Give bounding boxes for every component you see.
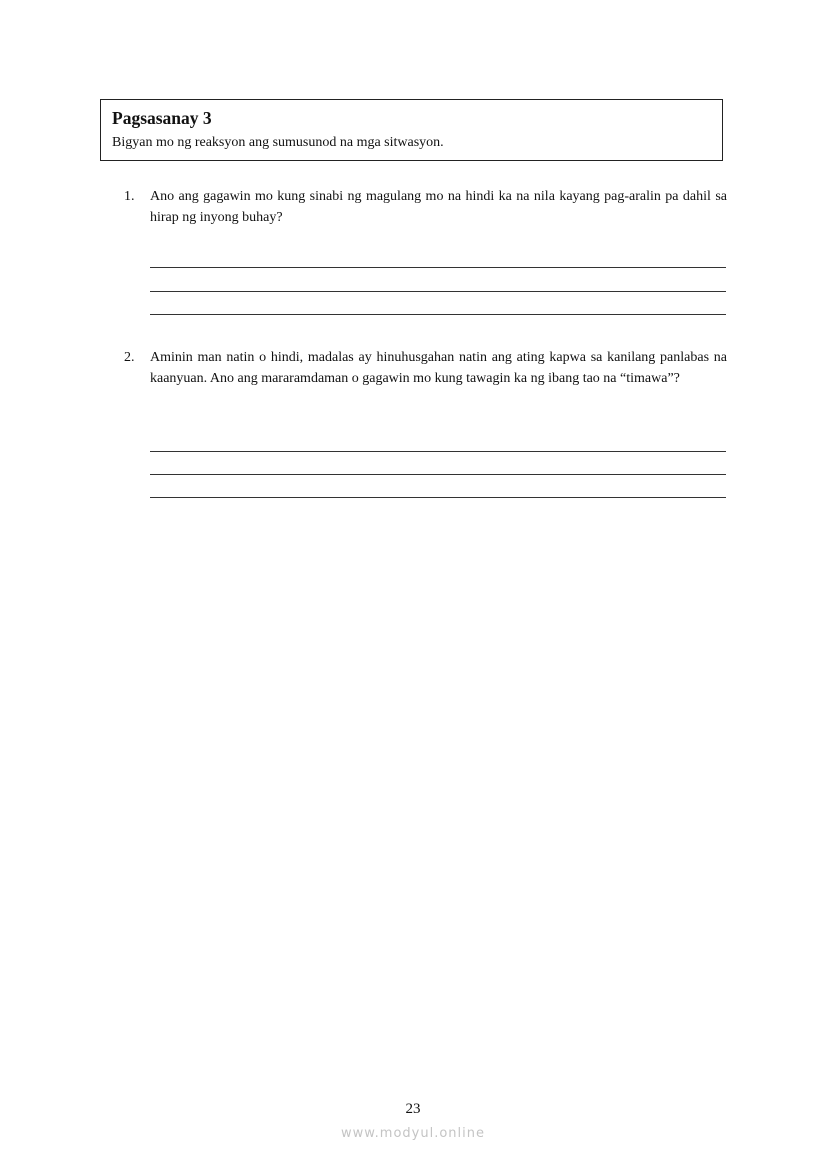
question-number: 2. xyxy=(124,350,135,365)
page-number: 23 xyxy=(405,1101,421,1117)
question-text: Ano ang gagawin mo kung sinabi ng magulang mo na hindi ka na nila kayang pag-aralin pa dahil sa hirap ng inyong buhay? xyxy=(150,189,727,225)
answer-line[interactable] xyxy=(150,497,726,498)
watermark: www.modyul.online xyxy=(340,1126,486,1141)
question-number: 1. xyxy=(124,189,135,204)
answer-line[interactable] xyxy=(150,267,726,268)
answer-line[interactable] xyxy=(150,451,726,452)
answer-line[interactable] xyxy=(150,474,726,475)
question-text: Aminin man natin o hindi, madalas ay hinuhusgahan natin ang ating kapwa sa kanilang panlabas na kaanyuan. Ano ang mararamdaman o gagawin mo kung tawagin ka ng ibang tao na “timawa”? xyxy=(150,350,727,386)
activity-instruction: Bigyan mo ng reaksyon ang sumusunod na mga sitwasyon. xyxy=(112,135,444,150)
answer-line[interactable] xyxy=(150,291,726,292)
answer-line[interactable] xyxy=(150,314,726,315)
activity-title: Pagsasanay 3 xyxy=(112,108,212,128)
activity-header-box xyxy=(100,99,723,161)
